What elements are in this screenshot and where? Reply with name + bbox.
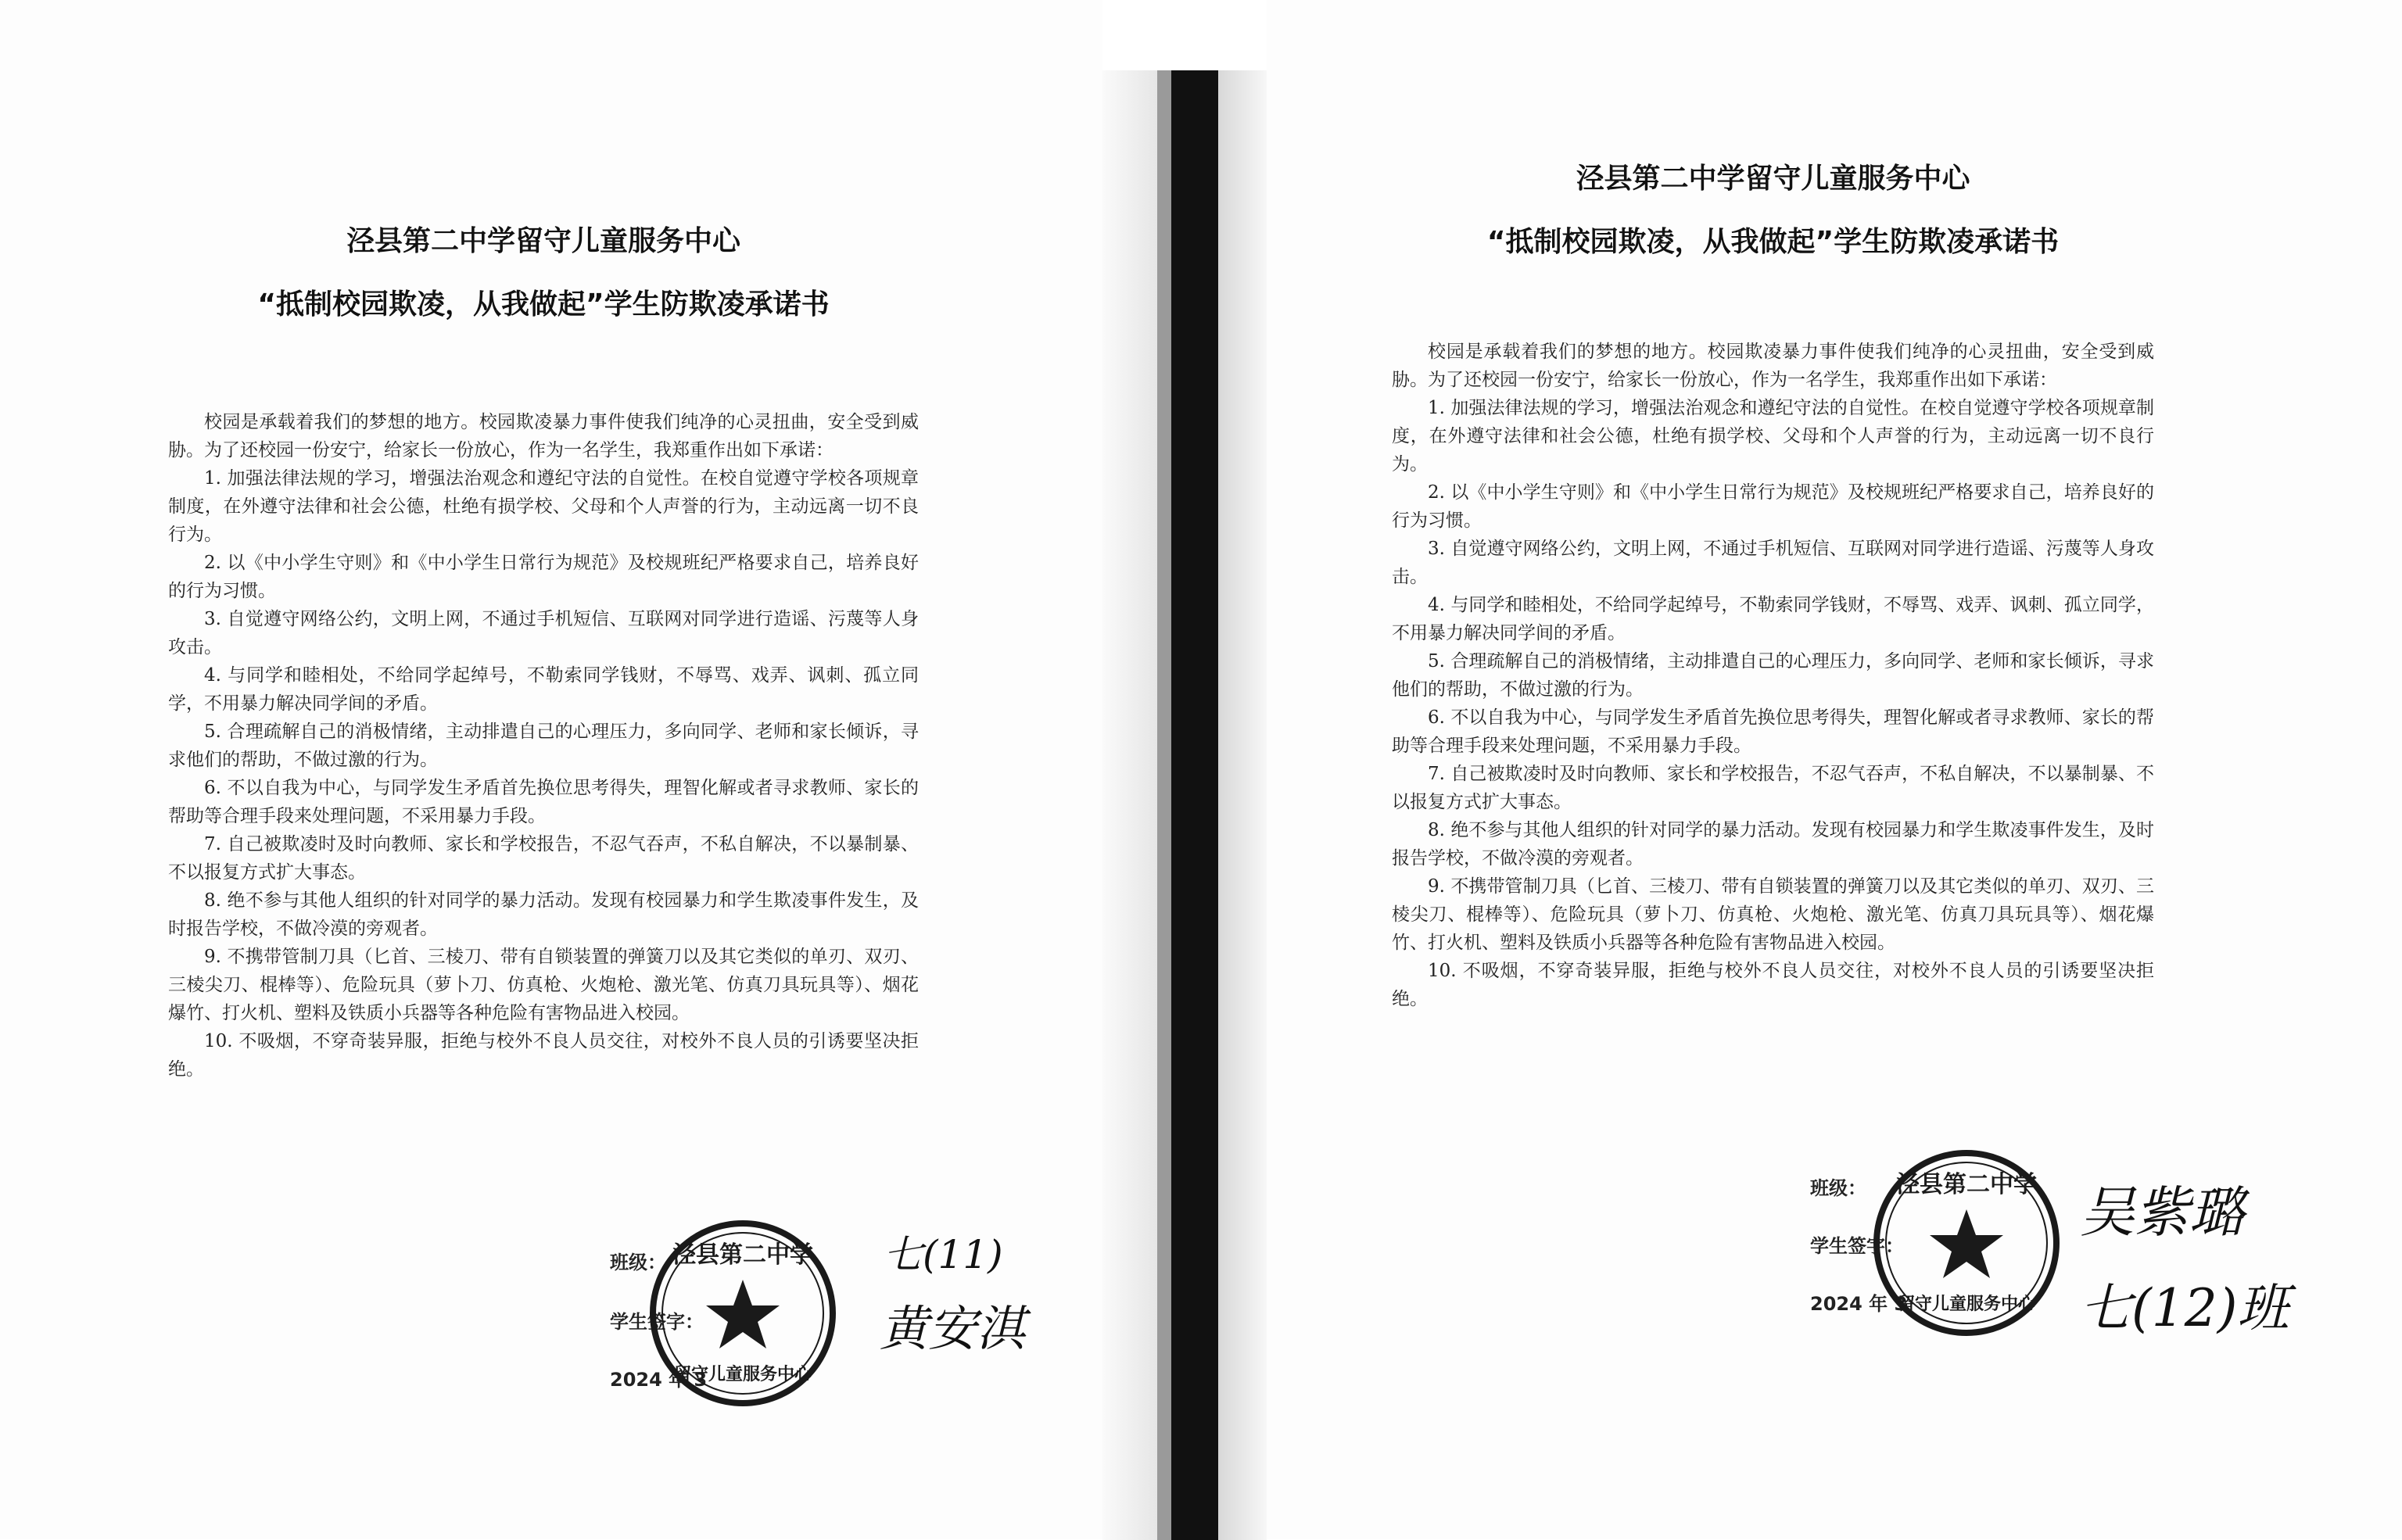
handwritten-signature: 吴紫璐 — [2080, 1180, 2244, 1245]
commitment-item: 2. 以《中小学生守则》和《中小学生日常行为规范》及校规班纪严格要求自己，培养良好的行为习惯。 — [1392, 482, 2154, 531]
handwritten-class: 七(11) — [884, 1232, 1003, 1277]
commitment-item: 7. 自己被欺凌时及时向教师、家长和学校报告，不忍气吞声，不私自解决，不以暴制暴、不以报复方式扩大事态。 — [168, 834, 919, 883]
document-title: 泾县第二中学留守儿童服务中心 — [1576, 163, 1970, 195]
document-body-right — [1392, 156, 2154, 1013]
book-spine — [1102, 70, 1267, 1540]
commitment-item: 6. 不以自我为中心，与同学发生矛盾首先换位思考得失，理智化解或者寻求教师、家长的帮助等合理手段来处理问题，不采用暴力手段。 — [1392, 707, 2154, 756]
commitment-item: 4. 与同学和睦相处，不给同学起绰号，不勒索同学钱财，不辱骂、戏弄、讽刺、孤立同学，不用暴力解决同学间的矛盾。 — [1392, 595, 2154, 643]
commitment-item: 9. 不携带管制刀具（匕首、三棱刀、带有自锁装置的弹簧刀以及其它类似的单刃、双刃、三棱尖刀、棍棒等）、危险玩具（萝卜刀、仿真枪、火炮枪、激光笔、仿真刀具玩具等）、烟花爆竹、打火机、塑料及铁质小兵器等各种危险有害物品进入校园。 — [168, 947, 919, 1023]
seal-bottom-text: 留守儿童服务中心 — [673, 1365, 812, 1384]
commitment-item: 8. 绝不参与其他人组织的针对同学的暴力活动。发现有校园暴力和学生欺凌事件发生，及时报告学校，不做冷漠的旁观者。 — [168, 890, 919, 939]
commitment-item: 10. 不吸烟，不穿奇装异服，拒绝与校外不良人员交往，对校外不良人员的引诱要坚决拒绝。 — [1392, 961, 2154, 1009]
commitment-item: 3. 自觉遵守网络公约，文明上网，不通过手机短信、互联网对同学进行造谣、污蔑等人身攻击。 — [168, 609, 919, 657]
commitment-item: 7. 自己被欺凌时及时向教师、家长和学校报告，不忍气吞声，不私自解决，不以暴制暴、不以报复方式扩大事态。 — [1392, 764, 2154, 812]
commitment-item: 1. 加强法律法规的学习，增强法治观念和遵纪守法的自觉性。在校自觉遵守学校各项规章制度，在外遵守法律和社会公德，杜绝有损学校、父母和个人声誉的行为，主动远离一切不良行为。 — [168, 468, 919, 545]
commitment-item: 8. 绝不参与其他人组织的针对同学的暴力活动。发现有校园暴力和学生欺凌事件发生，及时报告学校，不做冷漠的旁观者。 — [1392, 820, 2154, 868]
document-page-right — [1267, 0, 2402, 1539]
school-seal-stamp — [645, 1216, 841, 1411]
commitment-item: 3. 自觉遵守网络公约，文明上网，不通过手机短信、互联网对同学进行造谣、污蔑等人身攻击。 — [1392, 539, 2154, 587]
seal-bottom-text: 留守儿童服务中心 — [1897, 1295, 2036, 1314]
date-label: 2024 年 3 — [1810, 1293, 1908, 1315]
seal-text: 泾县第二中学 — [672, 1241, 813, 1269]
date-label: 2024 年 3 — [610, 1369, 708, 1391]
commitment-item: 5. 合理疏解自己的消极情绪，主动排遣自己的心理压力，多向同学、老师和家长倾诉，寻求他们的帮助，不做过激的行为。 — [168, 722, 919, 770]
class-label: 班级： — [610, 1252, 666, 1273]
commitment-text — [1392, 338, 2154, 1013]
commitment-item: 10. 不吸烟，不穿奇装异服，拒绝与校外不良人员交往，对校外不良人员的引诱要坚决拒绝。 — [168, 1031, 919, 1080]
commitment-item: 5. 合理疏解自己的消极情绪，主动排遣自己的心理压力，多向同学、老师和家长倾诉，寻求他们的帮助，不做过激的行为。 — [1392, 651, 2154, 700]
document-page-left — [0, 0, 1102, 1539]
handwritten-class: 七(12)班 — [2080, 1278, 2289, 1338]
document-body-left — [168, 219, 919, 1083]
document-subtitle: “抵制校园欺凌，从我做起”学生防欺凌承诺书 — [257, 288, 830, 321]
signature-label: 学生签字： — [610, 1311, 704, 1333]
commitment-item: 4. 与同学和睦相处，不给同学起绰号，不勒索同学钱财，不辱骂、戏弄、讽刺、孤立同学，不用暴力解决同学间的矛盾。 — [168, 665, 919, 714]
commitment-item: 9. 不携带管制刀具（匕首、三棱刀、带有自锁装置的弹簧刀以及其它类似的单刃、双刃、三棱尖刀、棍棒等）、危险玩具（萝卜刀、仿真枪、火炮枪、激光笔、仿真刀具玩具等）、烟花爆竹、打火机、塑料及铁质小兵器等各种危险有害物品进入校园。 — [1392, 876, 2154, 953]
intro-paragraph: 校园是承载着我们的梦想的地方。校园欺凌暴力事件使我们纯净的心灵扭曲，安全受到威胁。为了还校园一份安宁，给家长一份放心，作为一名学生，我郑重作出如下承诺： — [168, 412, 919, 460]
document-title: 泾县第二中学留守儿童服务中心 — [346, 225, 740, 257]
document-subtitle: “抵制校园欺凌，从我做起”学生防欺凌承诺书 — [1486, 226, 2060, 258]
signature-label: 学生签字： — [1810, 1235, 1904, 1257]
class-label: 班级： — [1810, 1177, 1866, 1199]
seal-text: 泾县第二中学 — [1896, 1171, 2037, 1198]
handwritten-signature: 黄安淇 — [880, 1300, 1026, 1357]
commitment-text — [168, 408, 919, 1083]
commitment-item: 1. 加强法律法规的学习，增强法治观念和遵纪守法的自觉性。在校自觉遵守学校各项规章制度，在外遵守法律和社会公德，杜绝有损学校、父母和个人声誉的行为，主动远离一切不良行为。 — [1392, 398, 2154, 475]
commitment-item: 2. 以《中小学生守则》和《中小学生日常行为规范》及校规班纪严格要求自己，培养良好的行为习惯。 — [168, 553, 919, 601]
school-seal-stamp — [1869, 1145, 2064, 1341]
intro-paragraph: 校园是承载着我们的梦想的地方。校园欺凌暴力事件使我们纯净的心灵扭曲，安全受到威胁。为了还校园一份安宁，给家长一份放心，作为一名学生，我郑重作出如下承诺： — [1392, 342, 2154, 390]
commitment-item: 6. 不以自我为中心，与同学发生矛盾首先换位思考得失，理智化解或者寻求教师、家长的帮助等合理手段来处理问题，不采用暴力手段。 — [168, 778, 919, 826]
